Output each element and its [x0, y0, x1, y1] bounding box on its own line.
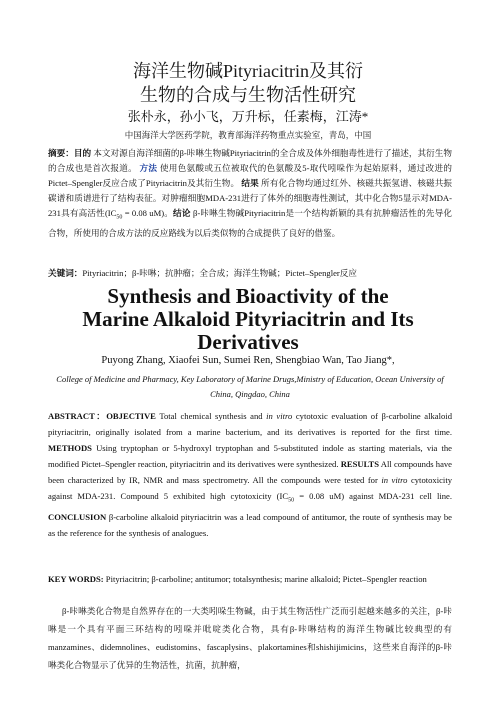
objective-label-en: OBJECTIVE — [106, 411, 156, 421]
english-affiliation: College of Medicine and Pharmacy, Key Laboratory of Marine Drugs,Ministry of Education, Ocean University of China, Qingdao, China — [56, 374, 444, 399]
objective-text-a-en: Total chemical synthesis and — [155, 411, 267, 421]
chinese-abstract — [48, 146, 452, 241]
keywords-label-cn: 关键词： — [48, 268, 83, 278]
introduction-paragraph: β-咔啉类化合物是自然界存在的一大类吲哚生物碱，由于其生物活性广泛而引起越来越多的关注，β-咔啉是一个具有平面三环结构的吲哚并吡啶类化合物，具有β-咔啉结构的海洋生物碱比较典型的有manzamines、didemnolines、eudistomins、fascaplysins、plakortamines和shishijimicins，这些来自海洋的β-咔啉类化合物显示了优异的生物活性，抗菌，抗肿瘤， — [48, 606, 452, 670]
objective-text-b-en: cytotoxic evaluation of β-carboline alkaloid pityriacitrin, originally isolated from a marine bacterium, and its derivatives is reported for the first time. — [48, 411, 452, 437]
methods-label-en: METHODS — [48, 443, 92, 453]
conclusion-text-en: β-carboline alkaloid pityriacitrin was a lead compound of antitumor, the route of synthesis may be as the reference for the synthesis of analogues. — [48, 511, 452, 538]
results-label-en: RESULTS — [340, 459, 380, 469]
keywords-text-en: Pityriacitrin; β-carboline; antitumor; totalsynthesis; marine alkaloid; Pictet–Spengler reaction — [103, 574, 427, 584]
results-text-b-en: cytotoxicity against MDA-231. Compound 5 exhibited high cytotoxicity (IC — [48, 475, 453, 501]
purpose-label-cn: 目的 — [73, 148, 92, 158]
result-text-cn: 所有化合物均通过红外、核磁共振氢谱、核磁共振碳谱和质谱进行了结构表征。对肿瘤细胞MDA-231进行了体外的细胞毒性测试，其中化合物5显示对MDA-231具有高活性(IC — [48, 178, 452, 218]
keywords-label-en: KEY WORDS: — [48, 574, 104, 584]
result-tail-cn: = 0.08 uM)。 — [122, 208, 174, 218]
method-text-cn: 使用色氨酸或五位被取代的色氨酸及5-取代吲哚作为起始原料，通过改进的Pictet–Spengler反应合成了Pityriacitrin及其衍生物。 — [48, 163, 452, 188]
conclusion-label-cn: 结论 — [173, 208, 191, 218]
english-authors: Puyong Zhang, Xiaofei Sun, Sumei Ren, Shengbiao Wan, Tao Jiang*, — [101, 355, 395, 366]
conclusion-label-en: CONCLUSION — [48, 511, 107, 522]
abstract-label-en: ABSTRACT： — [48, 411, 107, 421]
chinese-keywords — [48, 266, 452, 281]
results-text-c-en: = 0.08 uM) against MDA-231 cell line. — [294, 491, 452, 501]
objective-italic-en: in vitro — [266, 411, 293, 421]
ic-subscript-en: 50 — [288, 497, 295, 504]
conclusion-text-cn: β-咔啉生物碱Pityriacitrin是一个结构新颖的具有抗肿瘤活性的先导化合物，所使用的合成方法的反应路线为以后类似物的合成提供了良好的借鉴。 — [48, 208, 452, 238]
chinese-authors: 张朴永，孙小飞，万升标，任素梅，江涛* — [127, 109, 369, 124]
keywords-text-cn: Pityriacitrin；β-咔啉；抗肿瘤；全合成；海洋生物碱；Pictet–Spengler反应 — [82, 268, 357, 278]
english-keywords — [48, 572, 452, 587]
results-italic-en: in vitro — [381, 475, 408, 485]
chinese-title-line-2: 生物的合成与生物活性研究 — [140, 85, 356, 105]
abstract-label-cn: 摘要： — [48, 148, 74, 158]
english-title-line-2: Marine Alkaloid Pityriacitrin and Its — [82, 307, 414, 331]
result-label-cn: 结果 — [241, 178, 259, 188]
ic-subscript-cn: 50 — [116, 214, 123, 221]
methods-text-en: Using tryptophan or 5-hydroxyl tryptophan and 5-substituted indole as starting materials, via the modified Pictet–Spengler reaction, pityriacitrin and its derivatives were synthesized. — [48, 443, 452, 469]
results-text-a-en: All compounds have been characterized by IR, NMR and mass spectrometry. All the compounds were tested for — [48, 459, 452, 485]
english-title-line-1: Synthesis and Bioactivity of the — [107, 284, 389, 308]
chinese-title-line-1: 海洋生物碱Pityriacitrin及其衍 — [133, 61, 363, 81]
chinese-affiliation: 中国海洋大学医药学院，教育部海洋药物重点实验室，青岛，中国 — [124, 130, 372, 140]
method-label-cn: 方法 — [139, 163, 158, 173]
english-abstract — [48, 408, 452, 541]
purpose-text-cn: 本文对源自海洋细菌的β-咔啉生物碱Pityriacitrin的全合成及体外细胞毒性进行了描述，其衍生物的合成也是首次报道。 — [48, 148, 452, 173]
english-title-line-3: Derivatives — [197, 330, 299, 354]
